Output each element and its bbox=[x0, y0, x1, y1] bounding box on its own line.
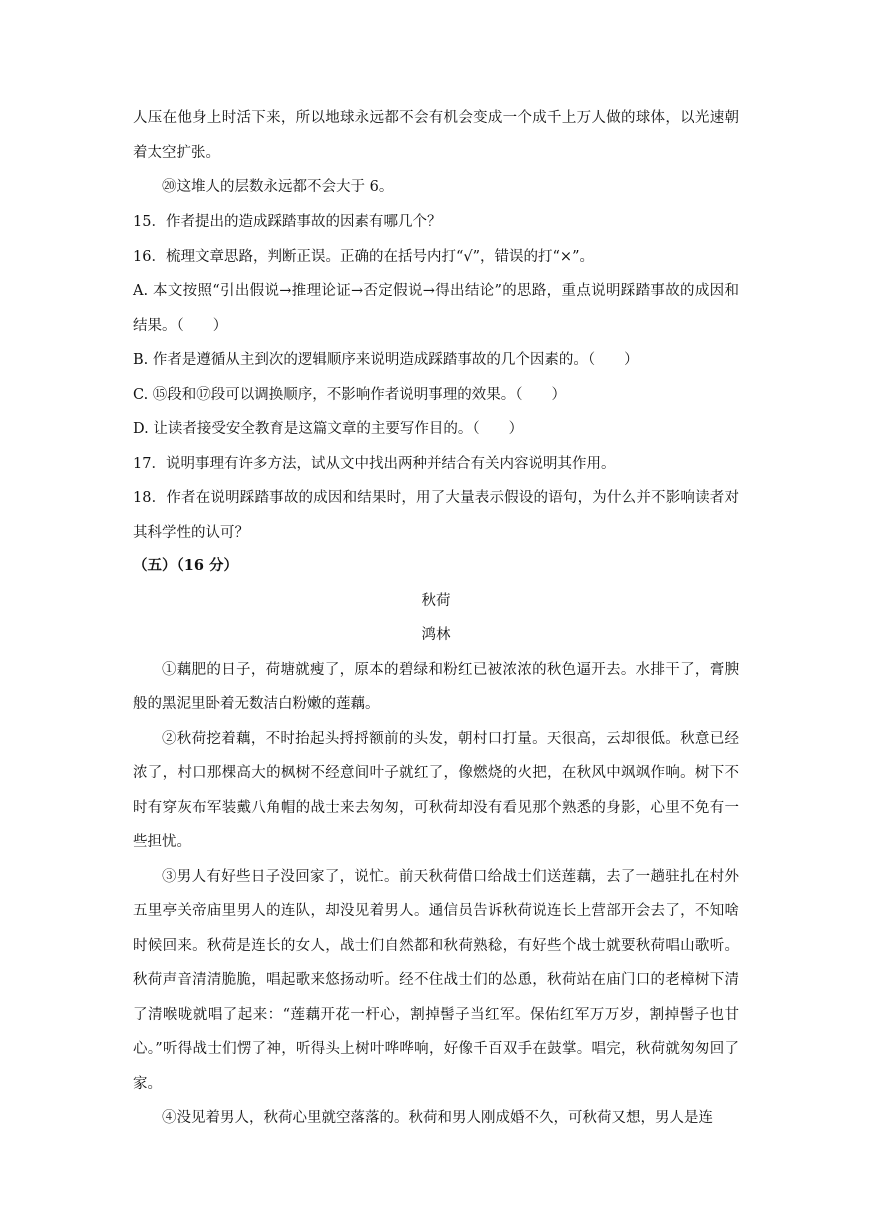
article-author: 鸿林 bbox=[421, 627, 451, 643]
article-paragraph: ③男人有好些日子没回家了，说忙。前天秋荷借口给战士们送莲藕，去了一趟驻扎在村外五里亭关帝庙里男人的连队，却没见着男人。通信员告诉秋荷说连长上营部开会去了，不知啥时候回来。秋荷是连长的女人，战士们自然都和秋荷熟稔，有好些个战士就要秋荷唱山歌听。秋荷声音清清脆脆，唱起歌来悠扬动听。经不住战士们的怂恿，秋荷站在庙门口的老樟树下清了清喉咙就唱了起来：“莲藕开花一杆心，割掉髻子当红军。保佑红军万万岁，割掉髻子也甘心。”听得战士们愣了神，听得头上树叶哗哗响，好像千百双手在鼓掌。唱完，秋荷就匆匆回了家。 bbox=[133, 868, 739, 1092]
article-paragraph: ①藕肥的日子，荷塘就瘦了，原本的碧绿和粉红已被浓浓的秋色逼开去。水排干了，膏腴般的黑泥里卧着无数洁白粉嫩的莲藕。 bbox=[133, 661, 739, 712]
question-17: 17．说明事理有许多方法，试从文中找出两种并结合有关内容说明其作用。 bbox=[133, 455, 616, 472]
article-paragraph: ④没见着男人，秋荷心里就空落落的。秋荷和男人刚成婚不久，可秋荷又想，男人是连 bbox=[162, 1110, 713, 1126]
question-16-option-d: D. 让读者接受安全教育是这篇文章的主要写作目的。（ ） bbox=[133, 421, 524, 437]
article-title: 秋荷 bbox=[421, 592, 451, 609]
question-16-option-c: C. ⑮段和⑰段可以调换顺序，不影响作者说明事理的效果。（ ） bbox=[133, 386, 567, 403]
question-16-option-a: A. 本文按照“引出假说→推理论证→否定假说→得出结论”的思路，重点说明踩踏事故的成因和结果。（ ） bbox=[133, 283, 739, 334]
passage-continuation bbox=[133, 101, 739, 205]
section-five bbox=[133, 549, 739, 1136]
article-paragraph: ②秋荷挖着藕，不时抬起头捋捋额前的头发，朝村口打量。天很高，云却很低。秋意已经浓了，村口那棵高大的枫树不经意间叶子就红了，像燃烧的火把，在秋风中飒飒作响。树下不时有穿灰布军装戴八角帽的战士来去匆匆，可秋荷却没有看见那个熟悉的身影，心里不免有一些担忧。 bbox=[133, 730, 739, 850]
passage-paragraph: ⑳这堆人的层数永远都不会大于 6。 bbox=[162, 179, 394, 195]
question-16-option-b: B. 作者是遵循从主到次的逻辑顺序来说明造成踩踏事故的几个因素的。（ ） bbox=[133, 352, 639, 368]
section-heading: （五）（16 分） bbox=[133, 557, 238, 574]
question-16: 16．梳理文章思路，判断正误。正确的在括号内打“√”，错误的打“×”。 bbox=[133, 248, 594, 265]
question-15: 15．作者提出的造成踩踏事故的因素有哪几个？ bbox=[133, 214, 442, 230]
question-list bbox=[133, 205, 739, 550]
question-18: 18．作者在说明踩踏事故的成因和结果时，用了大量表示假设的语句，为什么并不影响读者对其科学性的认可？ bbox=[133, 490, 739, 541]
passage-paragraph: 人压在他身上时活下来，所以地球永远都不会有机会变成一个成千上万人做的球体，以光速朝着太空扩张。 bbox=[133, 110, 739, 161]
